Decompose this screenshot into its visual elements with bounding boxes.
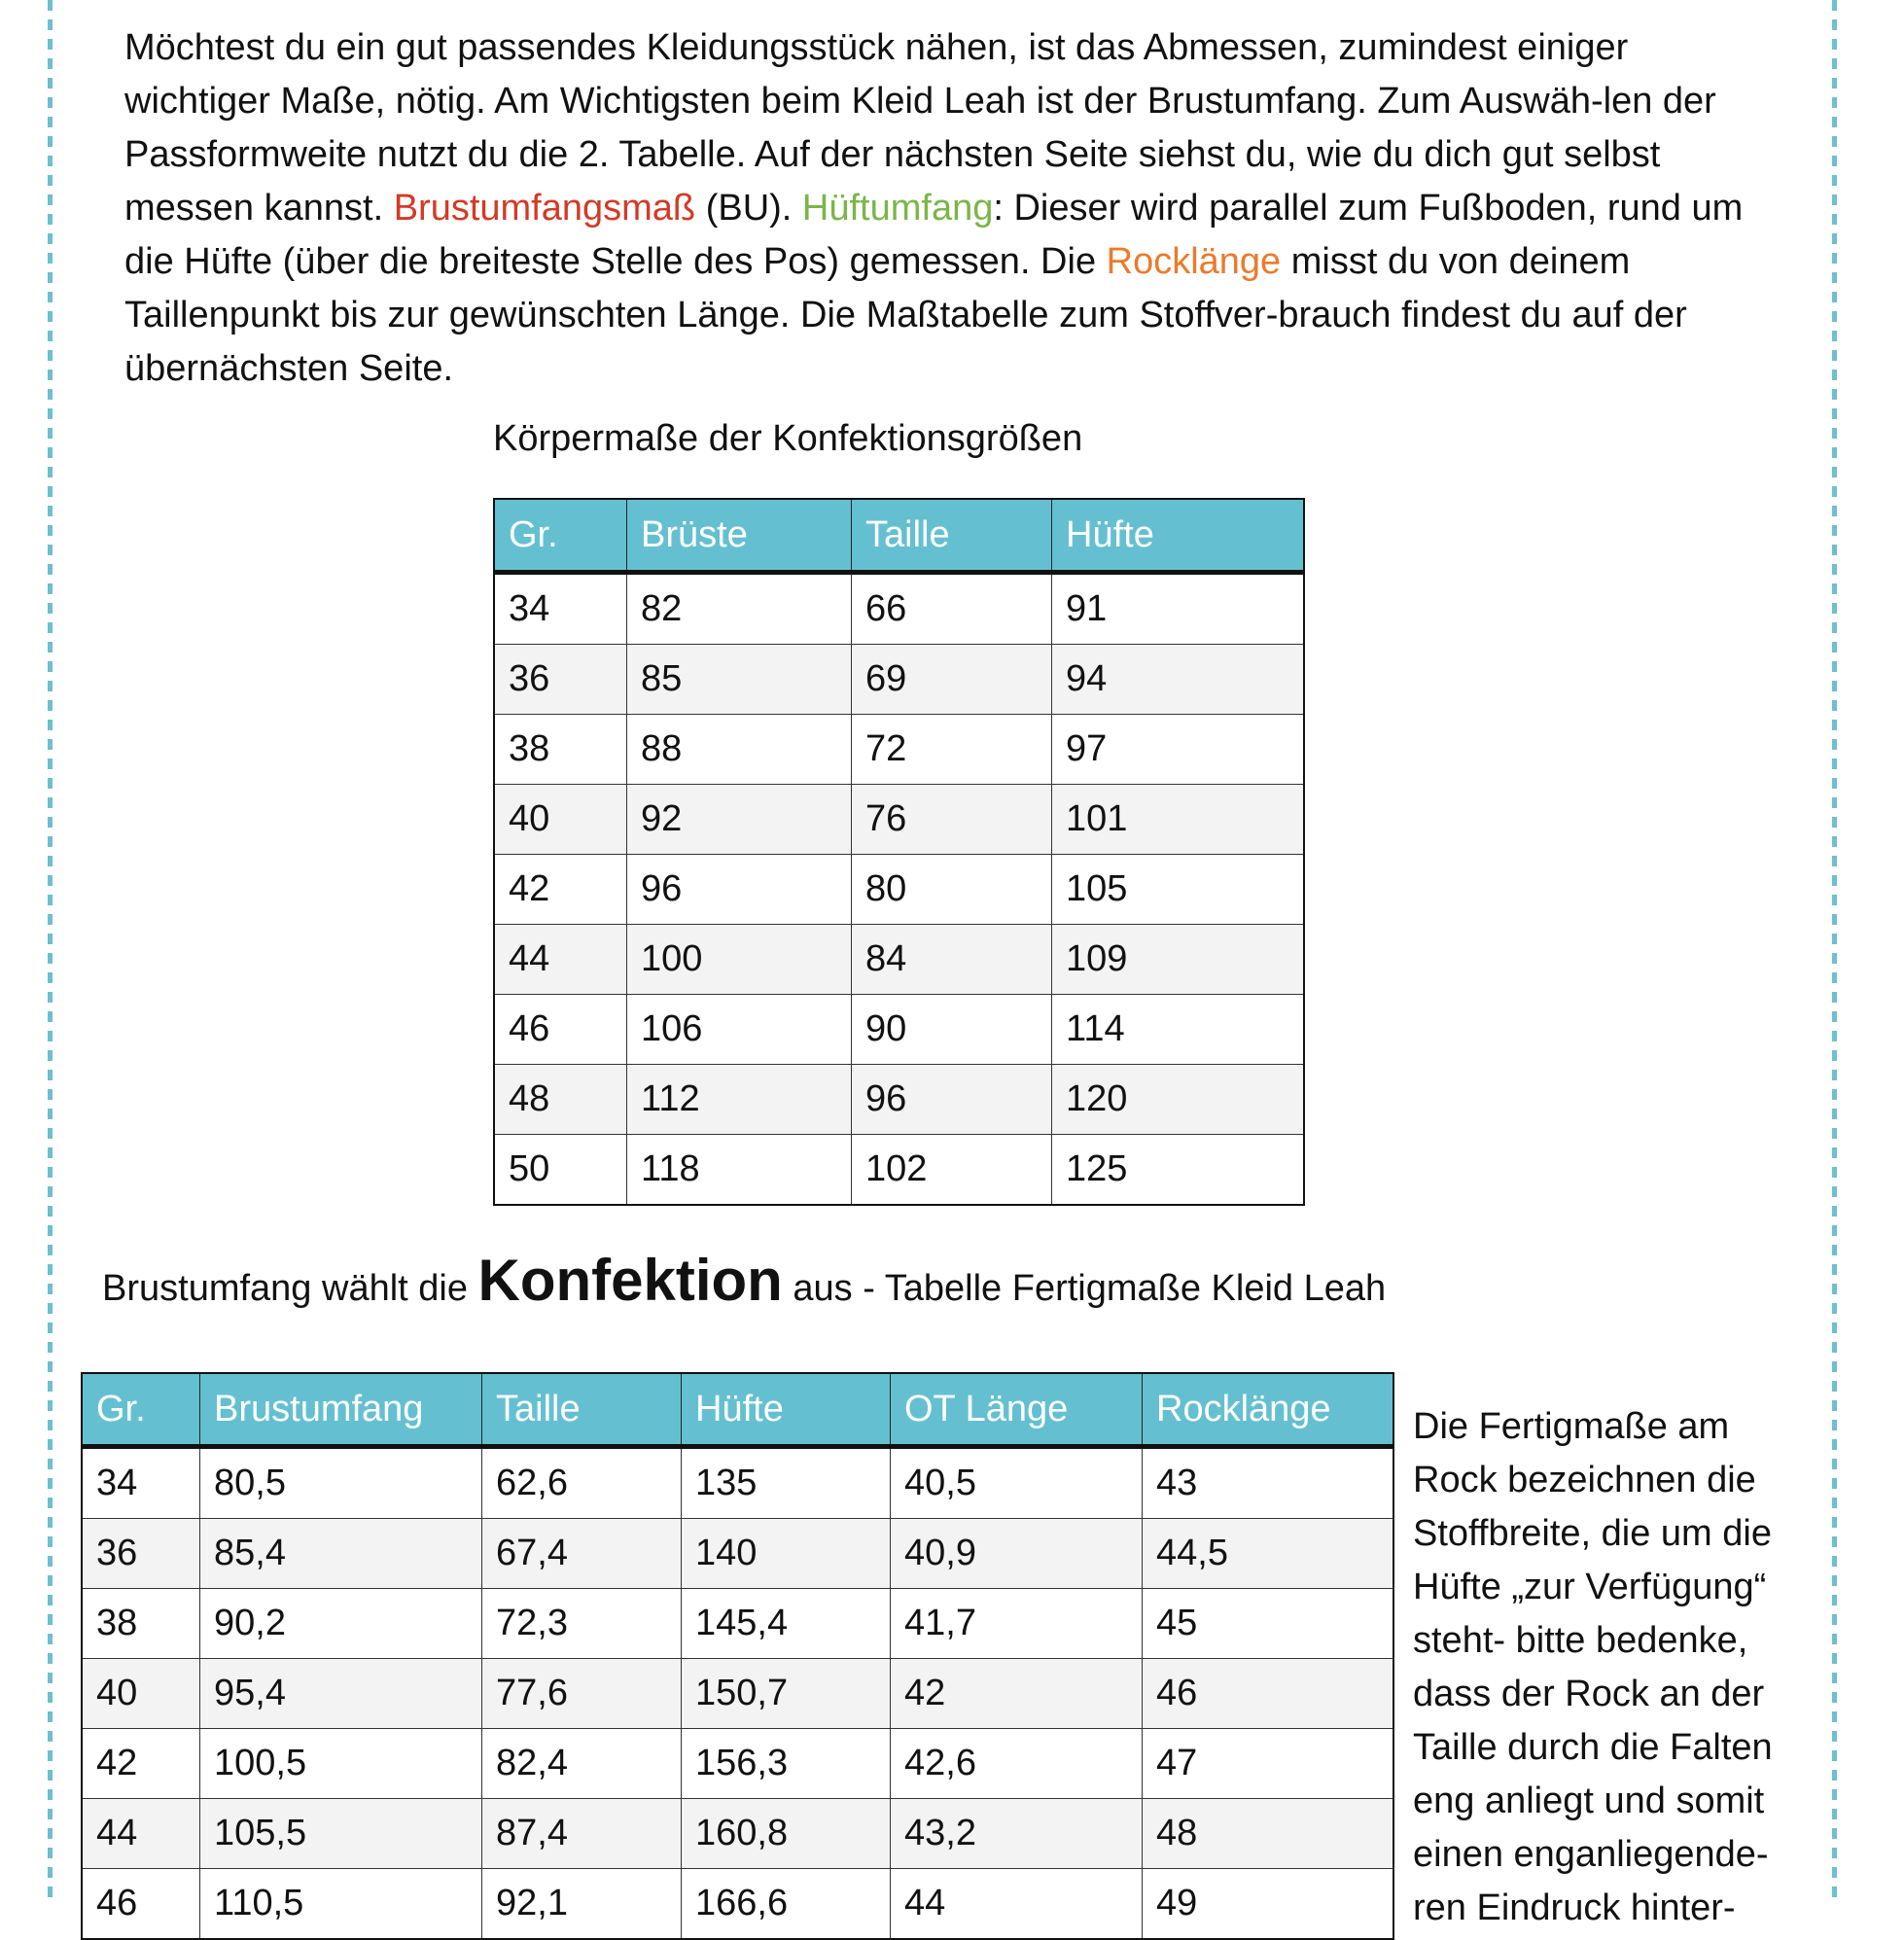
- cell: 95,4: [200, 1659, 482, 1729]
- table-row: [494, 715, 1304, 785]
- heading-emphasis: Konfektion: [477, 1248, 783, 1313]
- cell: 36: [494, 645, 627, 715]
- table-row: [82, 1447, 1393, 1519]
- cell: 80: [852, 855, 1052, 925]
- cell: 43: [1143, 1447, 1394, 1519]
- body-measurements-title: Körpermaße der Konfektionsgrößen: [493, 418, 1083, 459]
- cell: 40,5: [891, 1447, 1143, 1519]
- term-brustumfangsmass: Brustumfangsmaß: [393, 188, 696, 229]
- column-header: OT Länge: [891, 1373, 1143, 1447]
- table-row: [494, 855, 1304, 925]
- cell: 43,2: [891, 1799, 1143, 1869]
- cell: 109: [1052, 925, 1305, 995]
- table-row: [82, 1799, 1393, 1869]
- cell: 112: [627, 1065, 852, 1135]
- cell: 41,7: [891, 1589, 1143, 1659]
- cell: 114: [1052, 995, 1305, 1065]
- cell: 96: [627, 855, 852, 925]
- cell: 140: [682, 1519, 891, 1589]
- cell: 88: [627, 715, 852, 785]
- cell: 84: [852, 925, 1052, 995]
- table-row: [494, 1135, 1304, 1206]
- cell: 100,5: [200, 1729, 482, 1799]
- heading-text-post: aus - Tabelle Fertigmaße Kleid Leah: [782, 1268, 1387, 1309]
- cell: 42: [494, 855, 627, 925]
- cell: 38: [494, 715, 627, 785]
- cell: 101: [1052, 785, 1305, 855]
- cell: 44,5: [1143, 1519, 1394, 1589]
- cell: 66: [852, 573, 1052, 645]
- cell: 46: [1143, 1659, 1394, 1729]
- cell: 125: [1052, 1135, 1305, 1206]
- cell: 34: [82, 1447, 200, 1519]
- cell: 150,7: [682, 1659, 891, 1729]
- table-row: [494, 645, 1304, 715]
- finished-measurements-table: [81, 1372, 1394, 1940]
- table-row: [82, 1589, 1393, 1659]
- cell: 44: [891, 1869, 1143, 1940]
- column-header: Rocklänge: [1143, 1373, 1394, 1447]
- cell: 69: [852, 645, 1052, 715]
- column-header: Hüfte: [1052, 499, 1305, 573]
- cell: 82: [627, 573, 852, 645]
- cell: 72,3: [482, 1589, 682, 1659]
- cell: 38: [82, 1589, 200, 1659]
- cell: 42: [891, 1659, 1143, 1729]
- term-hueftumfang: Hüftumfang: [801, 188, 994, 229]
- cell: 50: [494, 1135, 627, 1206]
- cell: 85: [627, 645, 852, 715]
- cell: 46: [82, 1869, 200, 1940]
- cell: 77,6: [482, 1659, 682, 1729]
- table-row: [82, 1519, 1393, 1589]
- body-measurements-table: [493, 498, 1305, 1206]
- cell: 106: [627, 995, 852, 1065]
- cell: 72: [852, 715, 1052, 785]
- cell: 40: [494, 785, 627, 855]
- cell: 105,5: [200, 1799, 482, 1869]
- cell: 135: [682, 1447, 891, 1519]
- cell: 34: [494, 573, 627, 645]
- table-row: [494, 995, 1304, 1065]
- cell: 40: [82, 1659, 200, 1729]
- term-rocklaenge: Rocklänge: [1106, 241, 1282, 282]
- intro-text-1: Möchtest du ein gut passendes Kleidungsstück nähen, ist das Abmessen, zumindest einiger wichtiger Maße, nötig. Am Wichtigsten beim Kleid Leah ist der Brustumfang. Zum Auswäh-len der Passformweite nutzt du die 2. Tabelle. Auf der nächsten Seite siehst du, wie du dich gut selbst messen kannst.: [124, 27, 1716, 229]
- cell: 80,5: [200, 1447, 482, 1519]
- cell: 120: [1052, 1065, 1305, 1135]
- cell: 156,3: [682, 1729, 891, 1799]
- intro-text-4: misst du von deinem Taillenpunkt bis zur gewünschten Länge. Die Maßtabelle zum Stoffver-brauch findest du auf der übernächsten Seite.: [124, 241, 1687, 389]
- finished-measurements-heading: [102, 1247, 1386, 1314]
- cell: 48: [494, 1065, 627, 1135]
- cell: 44: [494, 925, 627, 995]
- table-header-row: [494, 499, 1304, 573]
- cell: 49: [1143, 1869, 1394, 1940]
- cell: 46: [494, 995, 627, 1065]
- column-header: Brustumfang: [200, 1373, 482, 1447]
- cell: 110,5: [200, 1869, 482, 1940]
- cell: 145,4: [682, 1589, 891, 1659]
- cell: 96: [852, 1065, 1052, 1135]
- cell: 100: [627, 925, 852, 995]
- column-header: Taille: [852, 499, 1052, 573]
- cell: 76: [852, 785, 1052, 855]
- cell: 87,4: [482, 1799, 682, 1869]
- cell: 42,6: [891, 1729, 1143, 1799]
- column-header: Hüfte: [682, 1373, 891, 1447]
- cell: 166,6: [682, 1869, 891, 1940]
- cell: 91: [1052, 573, 1305, 645]
- cell: 82,4: [482, 1729, 682, 1799]
- column-header: Gr.: [494, 499, 627, 573]
- cell: 102: [852, 1135, 1052, 1206]
- table-header-row: [82, 1373, 1393, 1447]
- cell: 44: [82, 1799, 200, 1869]
- column-header: Taille: [482, 1373, 682, 1447]
- table-row: [82, 1729, 1393, 1799]
- cell: 67,4: [482, 1519, 682, 1589]
- cell: 45: [1143, 1589, 1394, 1659]
- cell: 118: [627, 1135, 852, 1206]
- cell: 160,8: [682, 1799, 891, 1869]
- intro-paragraph: [124, 21, 1778, 396]
- table-row: [82, 1659, 1393, 1729]
- table-row: [494, 785, 1304, 855]
- skirt-note: Die Fertigmaße am Rock bezeichnen die Stoffbreite, die um die Hüfte „zur Verfügung“ steht- bitte bedenke, dass der Rock an der Taille durch die Falten eng anliegt und somit einen enganliegende-ren Eindruck hinter-: [1413, 1406, 1773, 1928]
- intro-text-3: : Dieser wird parallel zum Fußboden, rund um die Hüfte (über die breiteste Stelle des Pos) gemessen. Die: [124, 188, 1744, 282]
- cell: 92: [627, 785, 852, 855]
- cell: 62,6: [482, 1447, 682, 1519]
- page-border-right: [1832, 0, 1837, 1904]
- cell: 40,9: [891, 1519, 1143, 1589]
- cell: 42: [82, 1729, 200, 1799]
- cell: 48: [1143, 1799, 1394, 1869]
- table-row: [494, 573, 1304, 645]
- cell: 90,2: [200, 1589, 482, 1659]
- cell: 105: [1052, 855, 1305, 925]
- cell: 94: [1052, 645, 1305, 715]
- cell: 90: [852, 995, 1052, 1065]
- cell: 92,1: [482, 1869, 682, 1940]
- column-header: Brüste: [627, 499, 852, 573]
- cell: 36: [82, 1519, 200, 1589]
- page-border-left: [48, 0, 53, 1904]
- table-row: [494, 925, 1304, 995]
- column-header: Gr.: [82, 1373, 200, 1447]
- intro-text-2: (BU).: [695, 188, 802, 229]
- table-row: [494, 1065, 1304, 1135]
- cell: 47: [1143, 1729, 1394, 1799]
- cell: 97: [1052, 715, 1305, 785]
- heading-text-pre: Brustumfang wählt die: [102, 1268, 478, 1309]
- cell: 85,4: [200, 1519, 482, 1589]
